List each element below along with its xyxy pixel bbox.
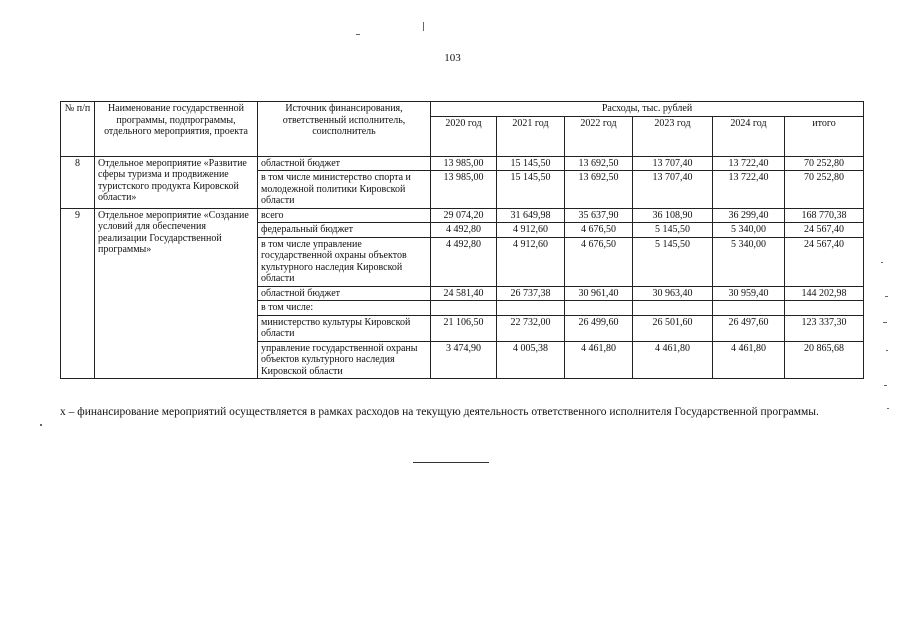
table-row — [61, 208, 864, 223]
row-value: 29 074,20 — [431, 208, 497, 223]
row-value: 5 145,50 — [633, 237, 713, 286]
row-number: 9 — [61, 208, 95, 379]
row-value — [633, 301, 713, 316]
scan-speck — [885, 296, 888, 297]
row-name: Отдельное мероприятие «Создание условий для обеспечения реализации Государственной программы» — [95, 208, 258, 379]
row-value: 36 299,40 — [713, 208, 785, 223]
row-source: всего — [258, 208, 431, 223]
row-value: 4 461,80 — [633, 341, 713, 379]
row-source: в том числе управление государственной охраны объектов культурного наследия Кировской области — [258, 237, 431, 286]
row-number: 8 — [61, 156, 95, 208]
row-value — [497, 301, 565, 316]
scan-speck — [423, 22, 424, 31]
header-year: 2023 год — [633, 116, 713, 156]
header-year: 2024 год — [713, 116, 785, 156]
header-num: № п/п — [61, 102, 95, 157]
row-total: 168 770,38 — [785, 208, 864, 223]
row-total — [785, 301, 864, 316]
row-source: в том числе министерство спорта и молодежной политики Кировской области — [258, 171, 431, 209]
header-total: итого — [785, 116, 864, 156]
row-value: 13 692,50 — [565, 171, 633, 209]
row-name: Отдельное мероприятие «Развитие сферы туризма и продвижение туристского продукта Кировской области» — [95, 156, 258, 208]
row-source: министерство культуры Кировской области — [258, 315, 431, 341]
row-value: 13 985,00 — [431, 156, 497, 171]
row-value: 3 474,90 — [431, 341, 497, 379]
row-value: 13 985,00 — [431, 171, 497, 209]
scan-speck — [887, 408, 889, 409]
row-value: 5 145,50 — [633, 223, 713, 238]
scan-speck — [883, 322, 887, 323]
scan-speck — [886, 350, 888, 351]
row-source: в том числе: — [258, 301, 431, 316]
row-total: 24 567,40 — [785, 237, 864, 286]
scan-speck — [40, 424, 42, 426]
header-expenses: Расходы, тыс. рублей — [431, 102, 864, 117]
row-value: 15 145,50 — [497, 156, 565, 171]
row-value: 5 340,00 — [713, 223, 785, 238]
row-value: 5 340,00 — [713, 237, 785, 286]
row-value: 30 963,40 — [633, 286, 713, 301]
header-year: 2021 год — [497, 116, 565, 156]
row-source: областной бюджет — [258, 156, 431, 171]
row-value: 30 961,40 — [565, 286, 633, 301]
page-number: 103 — [444, 52, 461, 64]
row-value: 13 722,40 — [713, 171, 785, 209]
row-value: 4 461,80 — [565, 341, 633, 379]
header-name: Наименование государственной программы, подпрограммы, отдельного мероприятия, проекта — [95, 102, 258, 157]
row-value — [565, 301, 633, 316]
row-value: 26 497,60 — [713, 315, 785, 341]
row-value: 15 145,50 — [497, 171, 565, 209]
row-value: 24 581,40 — [431, 286, 497, 301]
row-value: 26 499,60 — [565, 315, 633, 341]
row-value: 21 106,50 — [431, 315, 497, 341]
table-row — [61, 156, 864, 171]
row-total: 144 202,98 — [785, 286, 864, 301]
row-value: 30 959,40 — [713, 286, 785, 301]
table-header-row — [61, 102, 864, 117]
row-source: федеральный бюджет — [258, 223, 431, 238]
row-value: 22 732,00 — [497, 315, 565, 341]
row-value: 4 005,38 — [497, 341, 565, 379]
row-value: 13 707,40 — [633, 171, 713, 209]
scan-speck — [356, 34, 360, 35]
header-year: 2020 год — [431, 116, 497, 156]
row-value — [431, 301, 497, 316]
row-value: 4 912,60 — [497, 223, 565, 238]
footnote: х – финансирование мероприятий осуществляется в рамках расходов на текущую деятельность ответственного исполнителя Государственной программы. — [60, 406, 819, 418]
row-source: управление государственной охраны объектов культурного наследия Кировской области — [258, 341, 431, 379]
header-source: Источник финансирования, ответственный исполнитель, соисполнитель — [258, 102, 431, 157]
row-total: 20 865,68 — [785, 341, 864, 379]
row-value: 26 501,60 — [633, 315, 713, 341]
row-value: 13 707,40 — [633, 156, 713, 171]
row-value: 31 649,98 — [497, 208, 565, 223]
row-value — [713, 301, 785, 316]
row-value: 4 676,50 — [565, 237, 633, 286]
row-value: 26 737,38 — [497, 286, 565, 301]
row-value: 36 108,90 — [633, 208, 713, 223]
header-year: 2022 год — [565, 116, 633, 156]
row-total: 70 252,80 — [785, 156, 864, 171]
row-value: 4 492,80 — [431, 237, 497, 286]
row-total: 70 252,80 — [785, 171, 864, 209]
row-source: областной бюджет — [258, 286, 431, 301]
end-of-document-rule — [413, 462, 489, 463]
budget-table — [60, 101, 864, 379]
row-value: 13 722,40 — [713, 156, 785, 171]
row-total: 123 337,30 — [785, 315, 864, 341]
scan-speck — [884, 385, 887, 386]
scan-speck — [881, 262, 883, 263]
row-value: 35 637,90 — [565, 208, 633, 223]
row-value: 4 461,80 — [713, 341, 785, 379]
row-total: 24 567,40 — [785, 223, 864, 238]
row-value: 4 676,50 — [565, 223, 633, 238]
row-value: 4 912,60 — [497, 237, 565, 286]
row-value: 4 492,80 — [431, 223, 497, 238]
row-value: 13 692,50 — [565, 156, 633, 171]
